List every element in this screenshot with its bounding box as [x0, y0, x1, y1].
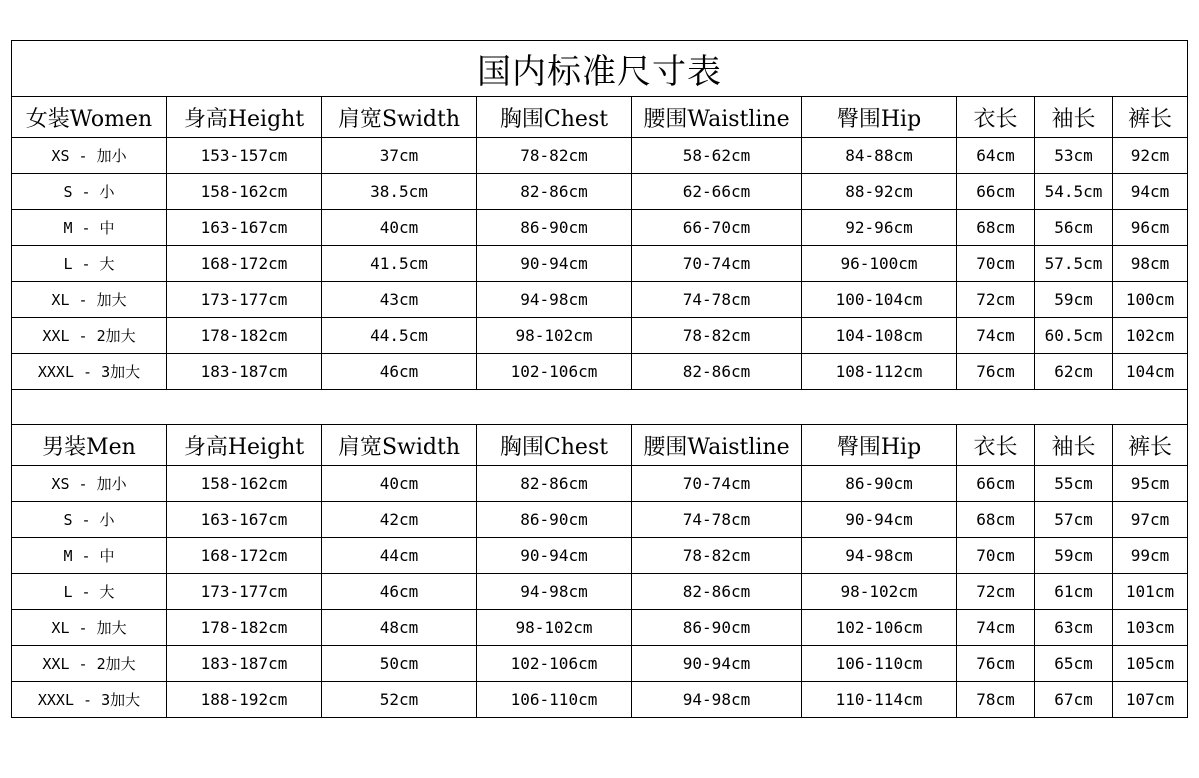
measurement-cell: 106-110cm — [477, 682, 632, 718]
measurement-cell: 70-74cm — [632, 246, 802, 282]
measurement-cell: 64cm — [957, 138, 1035, 174]
measurement-cell: 63cm — [1035, 610, 1113, 646]
measurement-cell: 84-88cm — [802, 138, 957, 174]
header-cell: 袖长 — [1035, 425, 1113, 466]
spacer-cell — [12, 390, 1188, 425]
measurement-cell: 82-86cm — [632, 354, 802, 390]
header-cell: 裤长 — [1113, 425, 1188, 466]
size-label-cell: XL - 加大 — [12, 282, 167, 318]
measurement-cell: 183-187cm — [167, 354, 322, 390]
men-header-row — [12, 425, 1188, 466]
header-cell: 袖长 — [1035, 97, 1113, 138]
measurement-cell: 38.5cm — [322, 174, 477, 210]
measurement-cell: 72cm — [957, 282, 1035, 318]
measurement-cell: 56cm — [1035, 210, 1113, 246]
measurement-cell: 50cm — [322, 646, 477, 682]
measurement-cell: 96cm — [1113, 210, 1188, 246]
women-header-row — [12, 97, 1188, 138]
measurement-cell: 98cm — [1113, 246, 1188, 282]
measurement-cell: 67cm — [1035, 682, 1113, 718]
header-cell: 臀围Hip — [802, 425, 957, 466]
measurement-cell: 41.5cm — [322, 246, 477, 282]
measurement-cell: 153-157cm — [167, 138, 322, 174]
measurement-cell: 178-182cm — [167, 610, 322, 646]
table-row — [12, 538, 1188, 574]
measurement-cell: 108-112cm — [802, 354, 957, 390]
table-row — [12, 646, 1188, 682]
measurement-cell: 168-172cm — [167, 246, 322, 282]
header-cell: 肩宽Swidth — [322, 425, 477, 466]
measurement-cell: 92-96cm — [802, 210, 957, 246]
measurement-cell: 66-70cm — [632, 210, 802, 246]
measurement-cell: 100-104cm — [802, 282, 957, 318]
measurement-cell: 78-82cm — [632, 318, 802, 354]
measurement-cell: 82-86cm — [477, 466, 632, 502]
measurement-cell: 54.5cm — [1035, 174, 1113, 210]
measurement-cell: 183-187cm — [167, 646, 322, 682]
measurement-cell: 90-94cm — [477, 246, 632, 282]
measurement-cell: 158-162cm — [167, 466, 322, 502]
measurement-cell: 70cm — [957, 246, 1035, 282]
measurement-cell: 86-90cm — [477, 502, 632, 538]
measurement-cell: 82-86cm — [632, 574, 802, 610]
size-label-cell: XS - 加小 — [12, 466, 167, 502]
women-section — [12, 97, 1188, 390]
size-label-cell: S - 小 — [12, 174, 167, 210]
measurement-cell: 61cm — [1035, 574, 1113, 610]
header-cell: 腰围Waistline — [632, 97, 802, 138]
measurement-cell: 74-78cm — [632, 282, 802, 318]
measurement-cell: 98-102cm — [802, 574, 957, 610]
measurement-cell: 62-66cm — [632, 174, 802, 210]
header-cell: 臀围Hip — [802, 97, 957, 138]
measurement-cell: 99cm — [1113, 538, 1188, 574]
header-cell: 女装Women — [12, 97, 167, 138]
chart-title: 国内标准尺寸表 — [12, 41, 1188, 97]
measurement-cell: 76cm — [957, 354, 1035, 390]
header-cell: 胸围Chest — [477, 97, 632, 138]
measurement-cell: 168-172cm — [167, 538, 322, 574]
measurement-cell: 158-162cm — [167, 174, 322, 210]
size-label-cell: M - 中 — [12, 210, 167, 246]
section-spacer-row — [12, 390, 1188, 425]
header-cell: 腰围Waistline — [632, 425, 802, 466]
measurement-cell: 88-92cm — [802, 174, 957, 210]
measurement-cell: 90-94cm — [477, 538, 632, 574]
measurement-cell: 100cm — [1113, 282, 1188, 318]
measurement-cell: 103cm — [1113, 610, 1188, 646]
table-row — [12, 610, 1188, 646]
measurement-cell: 94-98cm — [477, 574, 632, 610]
table-row — [12, 502, 1188, 538]
measurement-cell: 70-74cm — [632, 466, 802, 502]
measurement-cell: 78-82cm — [477, 138, 632, 174]
measurement-cell: 46cm — [322, 354, 477, 390]
measurement-cell: 178-182cm — [167, 318, 322, 354]
measurement-cell: 86-90cm — [477, 210, 632, 246]
header-cell: 身高Height — [167, 425, 322, 466]
size-label-cell: XXXL - 3加大 — [12, 354, 167, 390]
measurement-cell: 43cm — [322, 282, 477, 318]
measurement-cell: 95cm — [1113, 466, 1188, 502]
measurement-cell: 68cm — [957, 210, 1035, 246]
table-row — [12, 138, 1188, 174]
header-cell: 胸围Chest — [477, 425, 632, 466]
measurement-cell: 74-78cm — [632, 502, 802, 538]
size-label-cell: XXL - 2加大 — [12, 318, 167, 354]
size-label-cell: XXL - 2加大 — [12, 646, 167, 682]
measurement-cell: 110-114cm — [802, 682, 957, 718]
measurement-cell: 163-167cm — [167, 502, 322, 538]
size-label-cell: S - 小 — [12, 502, 167, 538]
measurement-cell: 105cm — [1113, 646, 1188, 682]
table-row — [12, 174, 1188, 210]
measurement-cell: 98-102cm — [477, 318, 632, 354]
measurement-cell: 66cm — [957, 466, 1035, 502]
measurement-cell: 101cm — [1113, 574, 1188, 610]
measurement-cell: 173-177cm — [167, 574, 322, 610]
measurement-cell: 94-98cm — [632, 682, 802, 718]
table-row — [12, 354, 1188, 390]
measurement-cell: 60.5cm — [1035, 318, 1113, 354]
measurement-cell: 90-94cm — [632, 646, 802, 682]
measurement-cell: 107cm — [1113, 682, 1188, 718]
measurement-cell: 97cm — [1113, 502, 1188, 538]
table-row — [12, 466, 1188, 502]
measurement-cell: 94cm — [1113, 174, 1188, 210]
measurement-cell: 52cm — [322, 682, 477, 718]
measurement-cell: 48cm — [322, 610, 477, 646]
measurement-cell: 55cm — [1035, 466, 1113, 502]
measurement-cell: 53cm — [1035, 138, 1113, 174]
measurement-cell: 44cm — [322, 538, 477, 574]
measurement-cell: 106-110cm — [802, 646, 957, 682]
table-row — [12, 318, 1188, 354]
measurement-cell: 46cm — [322, 574, 477, 610]
measurement-cell: 102cm — [1113, 318, 1188, 354]
header-cell: 肩宽Swidth — [322, 97, 477, 138]
measurement-cell: 58-62cm — [632, 138, 802, 174]
size-label-cell: XL - 加大 — [12, 610, 167, 646]
header-cell: 裤长 — [1113, 97, 1188, 138]
table-row — [12, 246, 1188, 282]
measurement-cell: 102-106cm — [802, 610, 957, 646]
header-cell: 衣长 — [957, 425, 1035, 466]
measurement-cell: 65cm — [1035, 646, 1113, 682]
measurement-cell: 72cm — [957, 574, 1035, 610]
measurement-cell: 62cm — [1035, 354, 1113, 390]
measurement-cell: 78-82cm — [632, 538, 802, 574]
measurement-cell: 94-98cm — [802, 538, 957, 574]
measurement-cell: 173-177cm — [167, 282, 322, 318]
measurement-cell: 37cm — [322, 138, 477, 174]
measurement-cell: 104-108cm — [802, 318, 957, 354]
size-label-cell: L - 大 — [12, 574, 167, 610]
measurement-cell: 40cm — [322, 210, 477, 246]
men-section — [12, 425, 1188, 718]
measurement-cell: 59cm — [1035, 538, 1113, 574]
measurement-cell: 44.5cm — [322, 318, 477, 354]
measurement-cell: 59cm — [1035, 282, 1113, 318]
measurement-cell: 92cm — [1113, 138, 1188, 174]
measurement-cell: 42cm — [322, 502, 477, 538]
measurement-cell: 82-86cm — [477, 174, 632, 210]
table-row — [12, 282, 1188, 318]
size-label-cell: XXXL - 3加大 — [12, 682, 167, 718]
table-row — [12, 210, 1188, 246]
header-cell: 男装Men — [12, 425, 167, 466]
measurement-cell: 96-100cm — [802, 246, 957, 282]
table-row — [12, 682, 1188, 718]
measurement-cell: 68cm — [957, 502, 1035, 538]
table-row — [12, 574, 1188, 610]
measurement-cell: 90-94cm — [802, 502, 957, 538]
measurement-cell: 104cm — [1113, 354, 1188, 390]
measurement-cell: 102-106cm — [477, 646, 632, 682]
header-cell: 衣长 — [957, 97, 1035, 138]
size-label-cell: M - 中 — [12, 538, 167, 574]
header-cell: 身高Height — [167, 97, 322, 138]
measurement-cell: 70cm — [957, 538, 1035, 574]
measurement-cell: 94-98cm — [477, 282, 632, 318]
size-label-cell: L - 大 — [12, 246, 167, 282]
measurement-cell: 86-90cm — [802, 466, 957, 502]
measurement-cell: 74cm — [957, 610, 1035, 646]
measurement-cell: 86-90cm — [632, 610, 802, 646]
measurement-cell: 102-106cm — [477, 354, 632, 390]
measurement-cell: 78cm — [957, 682, 1035, 718]
measurement-cell: 163-167cm — [167, 210, 322, 246]
size-chart-table — [11, 40, 1188, 718]
measurement-cell: 188-192cm — [167, 682, 322, 718]
measurement-cell: 40cm — [322, 466, 477, 502]
measurement-cell: 57.5cm — [1035, 246, 1113, 282]
measurement-cell: 74cm — [957, 318, 1035, 354]
size-label-cell: XS - 加小 — [12, 138, 167, 174]
measurement-cell: 66cm — [957, 174, 1035, 210]
measurement-cell: 76cm — [957, 646, 1035, 682]
measurement-cell: 98-102cm — [477, 610, 632, 646]
measurement-cell: 57cm — [1035, 502, 1113, 538]
